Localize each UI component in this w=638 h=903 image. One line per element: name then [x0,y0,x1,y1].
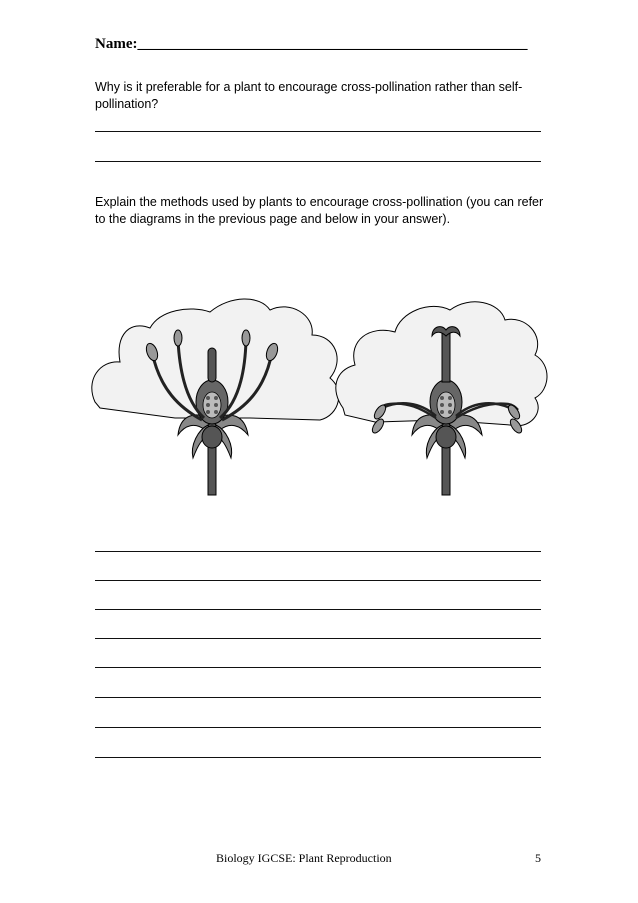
answer-line[interactable] [95,667,541,668]
answer-line[interactable] [95,727,541,728]
answer-line[interactable] [95,580,541,581]
name-field[interactable]: Name:____________________________________________________ [95,36,528,52]
answer-line[interactable] [95,697,541,698]
question-1: Why is it preferable for a plant to encourage cross-pollination rather than self-pollination? [95,80,523,111]
flower-diagrams [90,290,550,505]
answer-line[interactable] [95,551,541,552]
footer-title: Biology IGCSE: Plant Reproduction [216,851,392,865]
page-number: 5 [535,851,541,865]
answer-line[interactable] [95,757,541,758]
question-2: Explain the methods used by plants to encourage cross-pollination (you can refer to the diagrams in the previous page and below in your answer). [95,195,544,226]
answer-line[interactable] [95,131,541,132]
flower-cross-section-short-stamens-icon [336,302,547,495]
answer-line[interactable] [95,161,541,162]
answer-line[interactable] [95,638,541,639]
flower-cross-section-long-stamens-icon [92,299,339,495]
answer-line[interactable] [95,609,541,610]
